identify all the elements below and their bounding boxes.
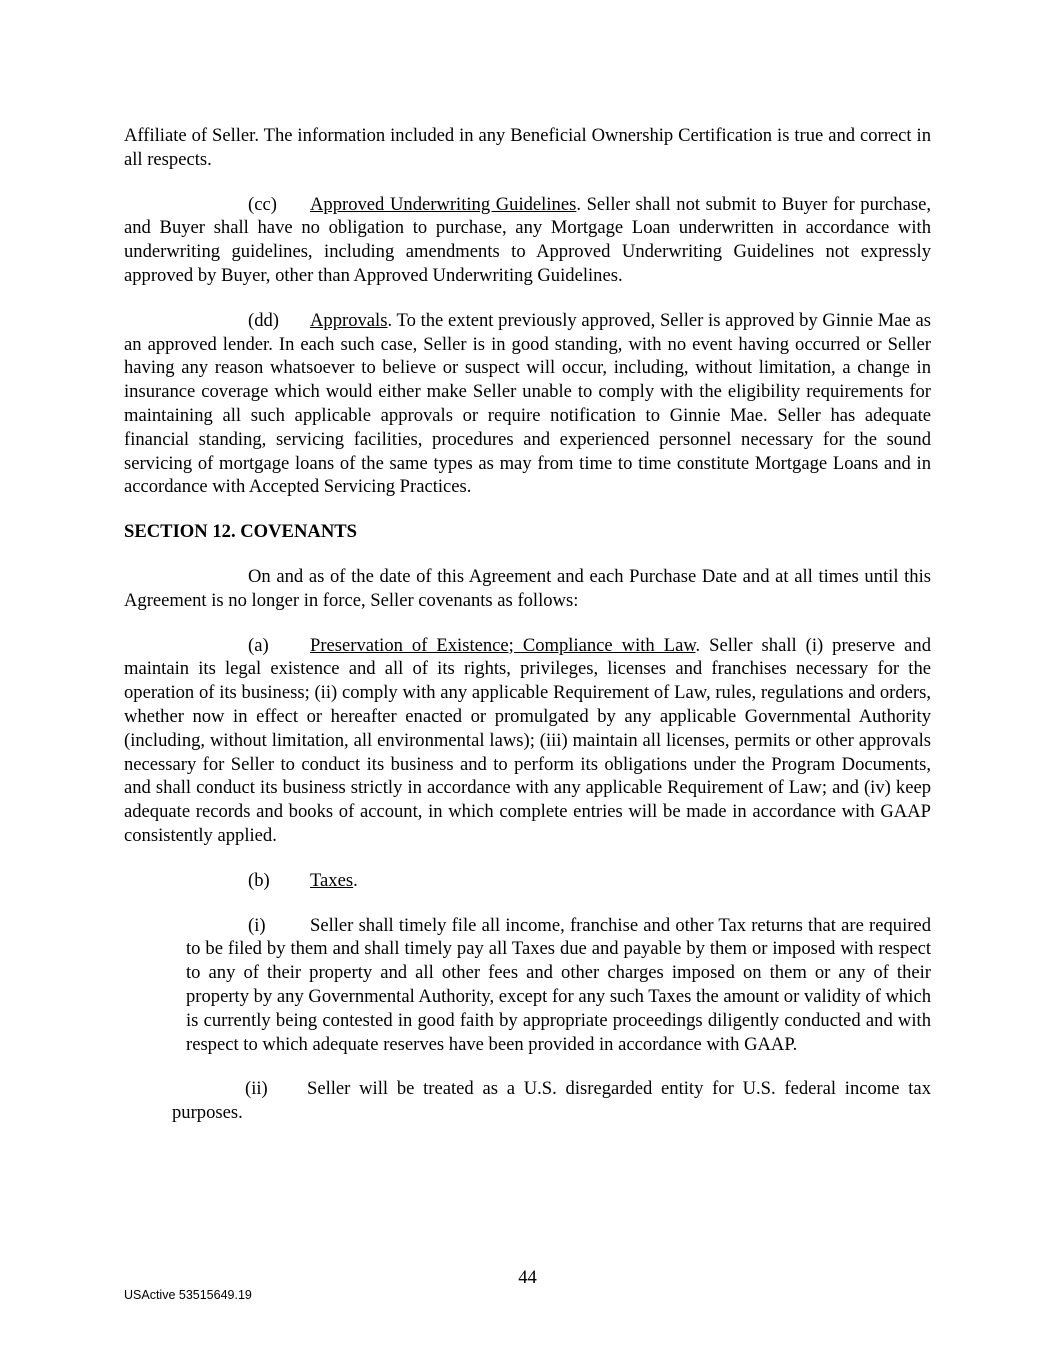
- clause-title: Preservation of Existence; Compliance with Law: [310, 634, 696, 656]
- clause-text: . Seller shall not submit to Buyer for purchase, and Buyer shall have no obligation to purchase, any Mortgage Loan underwritten in accordance with underwriting guidelines, including amendments to Approved Underwriting Guidelines not expressly approved by Buyer, other than Approved Underwriting Guidelines.: [124, 193, 931, 286]
- intro-paragraph: Affiliate of Seller. The information included in any Beneficial Ownership Certification is true and correct in all respects.: [124, 125, 931, 170]
- clause-title: Approved Underwriting Guidelines: [310, 193, 577, 215]
- document-page: [124, 124, 931, 1125]
- clause-text: .: [353, 869, 358, 891]
- clause-number: (a): [248, 634, 269, 656]
- clause-number: (dd): [248, 309, 279, 331]
- section-intro: On and as of the date of this Agreement and each Purchase Date and at all times until this Agreement is no longer in force, Seller covenants as follows:: [124, 565, 931, 611]
- clause-number: (b): [248, 869, 270, 891]
- subclause-text: Seller will be treated as a U.S. disregarded entity for U.S. federal income tax purposes.: [172, 1078, 931, 1124]
- clause-b: [124, 869, 931, 893]
- document-id: USActive 53515649.19: [124, 1288, 252, 1302]
- clause-dd: [124, 309, 931, 499]
- subclause-b-ii: [172, 1077, 931, 1125]
- section-heading: SECTION 12. COVENANTS: [124, 521, 357, 543]
- clause-text: . Seller shall (i) preserve and maintain its legal existence and all of its rights, privileges, licenses and franchises necessary for the operation of its business; (ii) comply with any applicable Requirement of Law, rules, regulations and orders, whether now in effect or hereafter enacted or promulgated by any applicable Governmental Authority (including, without limitation, all environmental laws); (iii) maintain all licenses, permits or other approvals necessary for Seller to conduct its business and to perform its obligations under the Program Documents, and shall conduct its business strictly in accordance with any applicable Requirement of Law; and (iv) keep adequate records and books of account, in which complete entries will be made in accordance with GAAP consistently applied.: [124, 634, 931, 846]
- subclause-number: (i): [248, 914, 266, 936]
- subclause-text: Seller shall timely file all income, franchise and other Tax returns that are required to be filed by them and shall timely pay all Taxes due and payable by them or imposed with respect to any of their property and all other fees and other charges imposed on them or any of their property by any Governmental Authority, except for any such Taxes the amount or validity of which is currently being contested in good faith by appropriate proceedings diligently conducted and with respect to which adequate reserves have been provided in accordance with GAAP.: [186, 914, 931, 1055]
- page-number: 44: [518, 1267, 537, 1288]
- clause-a: [124, 634, 931, 848]
- clause-title: Approvals: [310, 309, 388, 331]
- clause-title: Taxes: [310, 869, 354, 891]
- subclause-number: (ii): [245, 1078, 268, 1100]
- subclause-b-i: [186, 914, 931, 1057]
- clause-cc: [124, 193, 931, 288]
- clause-text: . To the extent previously approved, Seller is approved by Ginnie Mae as an approved lender. In each such case, Seller is in good standing, with no event having occurred or Seller having any reason whatsoever to believe or suspect will occur, including, without limitation, a change in insurance coverage which would either make Seller unable to comply with the eligibility requirements for maintaining all such applicable approvals or require notification to Ginnie Mae. Seller has adequate financial standing, servicing facilities, procedures and experienced personnel necessary for the sound servicing of mortgage loans of the same types as may from time to time constitute Mortgage Loans and in accordance with Accepted Servicing Practices.: [124, 309, 931, 498]
- clause-number: (cc): [248, 193, 277, 215]
